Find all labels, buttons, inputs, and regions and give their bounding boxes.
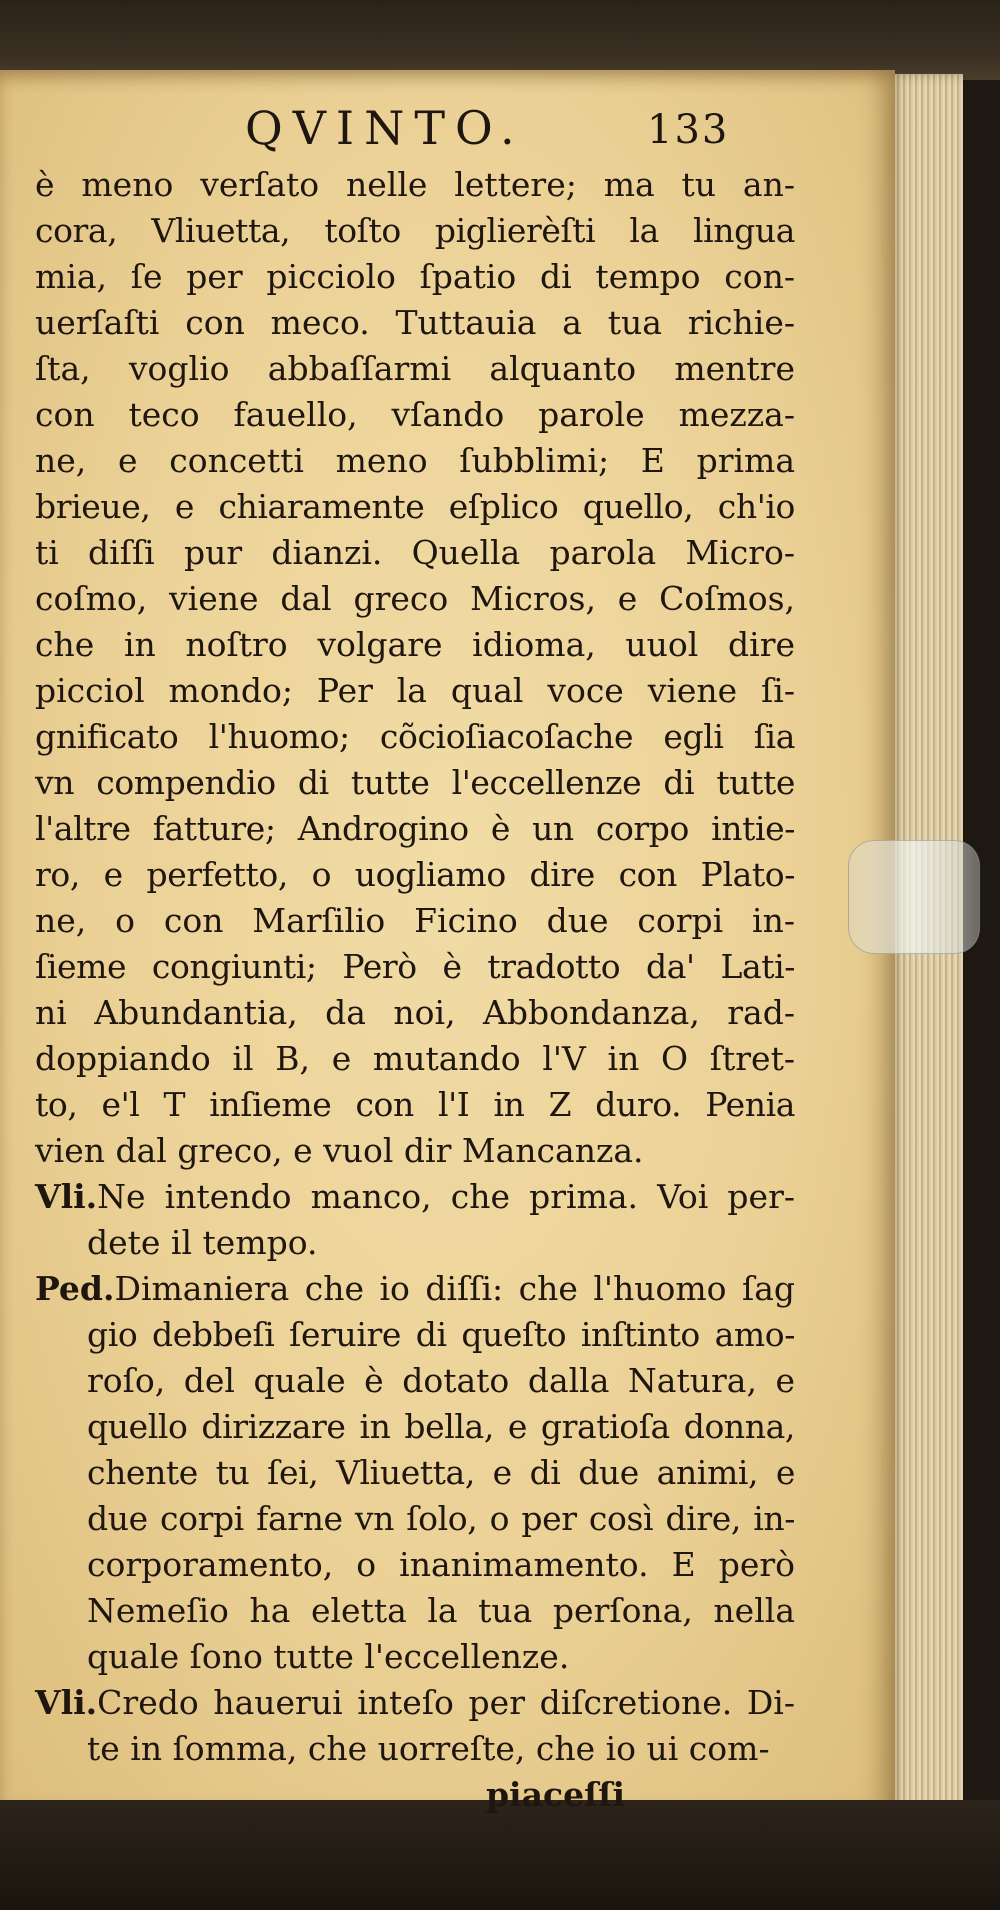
page-marker-clip (848, 840, 980, 954)
line-text: gio debbeſi ſeruire di queſto inſtinto amo- (87, 1315, 795, 1354)
line-text: Nemeſio ha eletta la tua perſona, nella (87, 1591, 795, 1630)
line-text: uerſaſti con meco. Tuttauia a tua richie- (35, 303, 795, 342)
line-text: ne, o con Marſilio Ficino due corpi in- (35, 901, 795, 940)
text-line (35, 1726, 795, 1772)
line-text: brieue, e chiaramente eſplico quello, ch'io (35, 487, 795, 526)
line-text: te in ſomma, che uorreſte, che io ui com- (87, 1729, 770, 1768)
line-text: picciol mondo; Per la qual voce viene ſi- (35, 671, 795, 710)
running-title: QVINTO. (245, 101, 525, 155)
line-text: due corpi farne vn ſolo, o per così dire, in- (87, 1499, 795, 1538)
paragraph (35, 1680, 795, 1772)
text-line (35, 1542, 795, 1588)
line-text: ti diſſi pur dianzi. Quella parola Micro- (35, 533, 795, 572)
line-text: ne, e concetti meno ſubblimi; E prima (35, 441, 795, 480)
text-line (35, 806, 795, 852)
text-line (35, 1220, 795, 1266)
line-text: roſo, del quale è dotato dalla Natura, e (87, 1361, 795, 1400)
text-line (35, 392, 795, 438)
text-line (35, 622, 795, 668)
line-text: Dimaniera che io diſſi: che l'huomo ſag (114, 1269, 795, 1308)
background-top (0, 0, 1000, 80)
paragraph (35, 1174, 795, 1266)
text-line (35, 576, 795, 622)
text-line (35, 1358, 795, 1404)
paragraph (35, 1266, 795, 1680)
text-line (35, 162, 795, 208)
line-text: ſieme congiunti; Però è tradotto da' Lati- (35, 947, 795, 986)
line-text: Ne intendo manco, che prima. Voi per- (97, 1177, 795, 1216)
line-text: quello dirizzare in bella, e gratioſa donna, (87, 1407, 795, 1446)
text-line (35, 1404, 795, 1450)
page-text (35, 100, 795, 1818)
running-head (35, 100, 795, 162)
line-text: che in noſtro volgare idioma, uuol dire (35, 625, 795, 664)
text-line (35, 852, 795, 898)
line-text: cora, Vliuetta, toſto piglierèſti la lingua (35, 211, 795, 250)
text-line (35, 944, 795, 990)
line-text: è meno verſato nelle lettere; ma tu an- (35, 165, 795, 204)
text-line (35, 1450, 795, 1496)
line-text: mia, ſe per picciolo ſpatio di tempo con- (35, 257, 795, 296)
text-line (35, 1312, 795, 1358)
text-line (35, 1634, 795, 1680)
text-line (35, 1680, 795, 1726)
text-line (35, 990, 795, 1036)
line-text: vn compendio di tutte l'eccellenze di tutte (35, 763, 795, 802)
line-text: vien dal greco, e vuol dir Mancanza. (35, 1131, 644, 1170)
text-line (35, 438, 795, 484)
line-text: chente tu ſei, Vliuetta, e di due animi, e (87, 1453, 795, 1492)
text-line (35, 1174, 795, 1220)
text-line (35, 208, 795, 254)
text-line (35, 300, 795, 346)
line-text: doppiando il B, e mutando l'V in O ſtret- (35, 1039, 795, 1078)
text-line (35, 1266, 795, 1312)
line-text: con teco fauello, vſando parole mezza- (35, 395, 795, 434)
speaker-label: Ped. (35, 1269, 115, 1308)
line-text: to, e'l T inſieme con l'I in Z duro. Penia (35, 1085, 795, 1124)
page-number: 133 (647, 107, 730, 153)
text-line (35, 760, 795, 806)
text-line (35, 346, 795, 392)
line-text: gnificato l'huomo; cõcioſiacoſache egli ſia (35, 717, 795, 756)
line-text: l'altre fatture; Androgino è un corpo intie- (35, 809, 795, 848)
line-text: ſta, voglio abbaſſarmi alquanto mentre (35, 349, 795, 388)
body-text (35, 162, 795, 1772)
text-line (35, 668, 795, 714)
line-text: coſmo, viene dal greco Micros, e Coſmos, (35, 579, 795, 618)
text-line (35, 898, 795, 944)
text-line (35, 1082, 795, 1128)
text-line (35, 1036, 795, 1082)
speaker-label: Vli. (35, 1683, 98, 1722)
paragraph (35, 162, 795, 1174)
text-line (35, 1496, 795, 1542)
catchword: piaceſſi (485, 1775, 625, 1814)
text-line (35, 254, 795, 300)
speaker-label: Vli. (35, 1177, 98, 1216)
line-text: ni Abundantia, da noi, Abbondanza, rad- (35, 993, 795, 1032)
text-line (35, 714, 795, 760)
text-line (35, 484, 795, 530)
line-text: corporamento, o inanimamento. E però (87, 1545, 795, 1584)
text-line (35, 530, 795, 576)
text-line (35, 1588, 795, 1634)
line-text: Credo hauerui inteſo per diſcretione. Di- (97, 1683, 795, 1722)
line-text: quale ſono tutte l'eccellenze. (87, 1637, 570, 1676)
text-line (35, 1128, 795, 1174)
line-text: dete il tempo. (87, 1223, 318, 1262)
line-text: ro, e perfetto, o uogliamo dire con Plato- (35, 855, 795, 894)
